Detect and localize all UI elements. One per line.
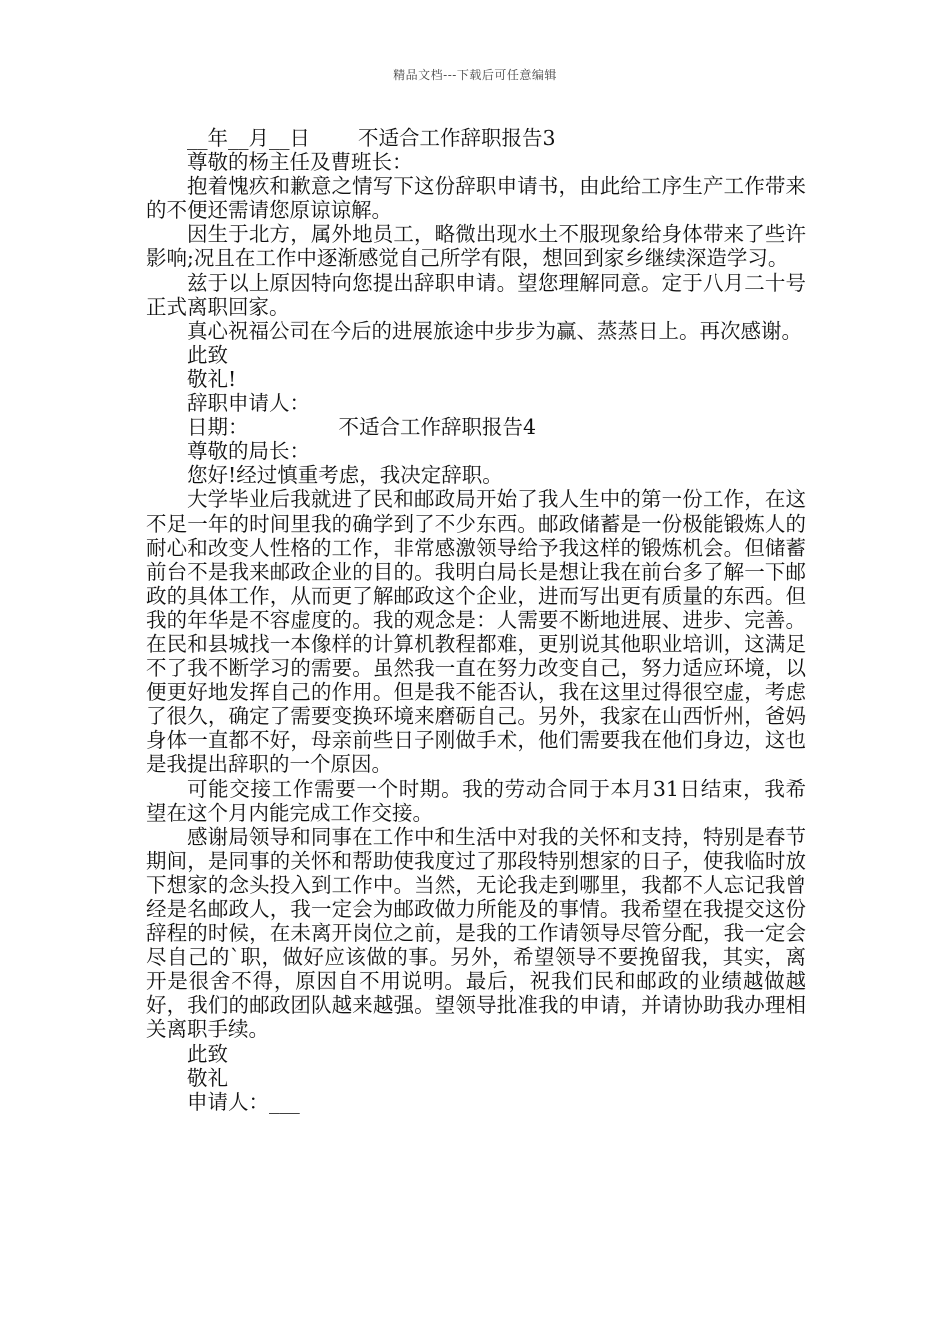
paragraph: 可能交接工作需要一个时期。我的劳动合同于本月31日结束，我希望在这个月内能完成工作交接。 [146,776,806,825]
salutation: 尊敬的局长： [187,439,310,464]
salutation: 尊敬的杨主任及曹班长： [187,150,413,175]
date-line: __年__月__日 [187,126,310,150]
paragraph: 因生于北方，属外地员工，略微出现水土不服现象给身体带来了些许影响;况且在工作中逐渐感觉自己所学有限，想回到家乡继续深造学习。 [146,222,806,271]
greeting: 您好!经过慎重考虑，我决定辞职。 [187,463,503,488]
closing-1: 此致 [187,1041,228,1066]
closing-1: 此致 [187,342,228,367]
paragraph: 真心祝福公司在今后的进展旅途中步步为赢、蒸蒸日上。再次感谢。 [187,318,802,343]
paragraph: 抱着愧疚和歉意之情写下这份辞职申请书，由此给工序生产工作带来的不便还需请您原谅谅解。 [146,174,806,223]
applicant-line: 辞职申请人： [187,391,310,416]
report4-title: 不适合工作辞职报告4 [338,415,537,440]
report3-title: 不适合工作辞职报告3 [358,126,556,150]
paragraph: 感谢局领导和同事在工作中和生活中对我的关怀和支持，特别是春节期间，是同事的关怀和帮助使我度过了那段特别想家的日子，使我临时放下想家的念头投入到工作中。当然，无论我走到哪里，我都不人忘记我曾经是名邮政人，我一定会为邮政做力所能及的事情。我希望在我提交这份辞程的时候，在未离开岗位之前，是我的工作请领导尽管分配，我一定会尽自己的`职，做好应该做的事。另外，希望领导不要挽留我，其实，离开是很舍不得，原因自不用说明。最后，祝我们民和邮政的业绩越做越好，我们的邮政团队越来越强。望领导批准我的申请，并请协助我办理相关离职手续。 [146,824,806,1042]
date-title-line-4 [146,415,806,439]
paragraph: 大学毕业后我就进了民和邮政局开始了我人生中的第一份工作，在这不足一年的时间里我的确学到了不少东西。邮政储蓄是一份极能锻炼人的耐心和改变人性格的工作，非常感激领导给予我这样的锻炼机会。但储蓄前台不是我来邮政企业的目的。我明白局长是想让我在前台多了解一下邮政的具体工作，从而更了解邮政这个企业，进而写出更有质量的东西。但我的年华是不容虚度的。我的观念是：人需要不断地进展、进步、完善。在民和县城找一本像样的计算机教程都难，更别说其他职业培训，这满足不了我不断学习的需要。虽然我一直在努力改变自己，努力适应环境，以便更好地发挥自己的作用。但是我不能否认，我在这里过得很空虚，考虑了很久，确定了需要变换环境来磨砺自己。另外，我家在山西忻州，爸妈身体一直都不好，母亲前些日子刚做手术，他们需要我在他们身边，这也是我提出辞职的一个原因。 [146,487,806,777]
date-title-line [146,126,806,150]
page-header: 精品文档---下载后可任意编辑 [393,68,557,82]
closing-2: 敬礼 [187,1065,228,1090]
date-label: 日期： [187,415,249,440]
paragraph: 兹于以上原因特向您提出辞职申请。望您理解同意。定于八月二十号正式离职回家。 [146,270,806,319]
document-body [146,126,806,1114]
applicant-line: 申请人：___ [187,1089,300,1114]
closing-2: 敬礼! [187,366,237,391]
